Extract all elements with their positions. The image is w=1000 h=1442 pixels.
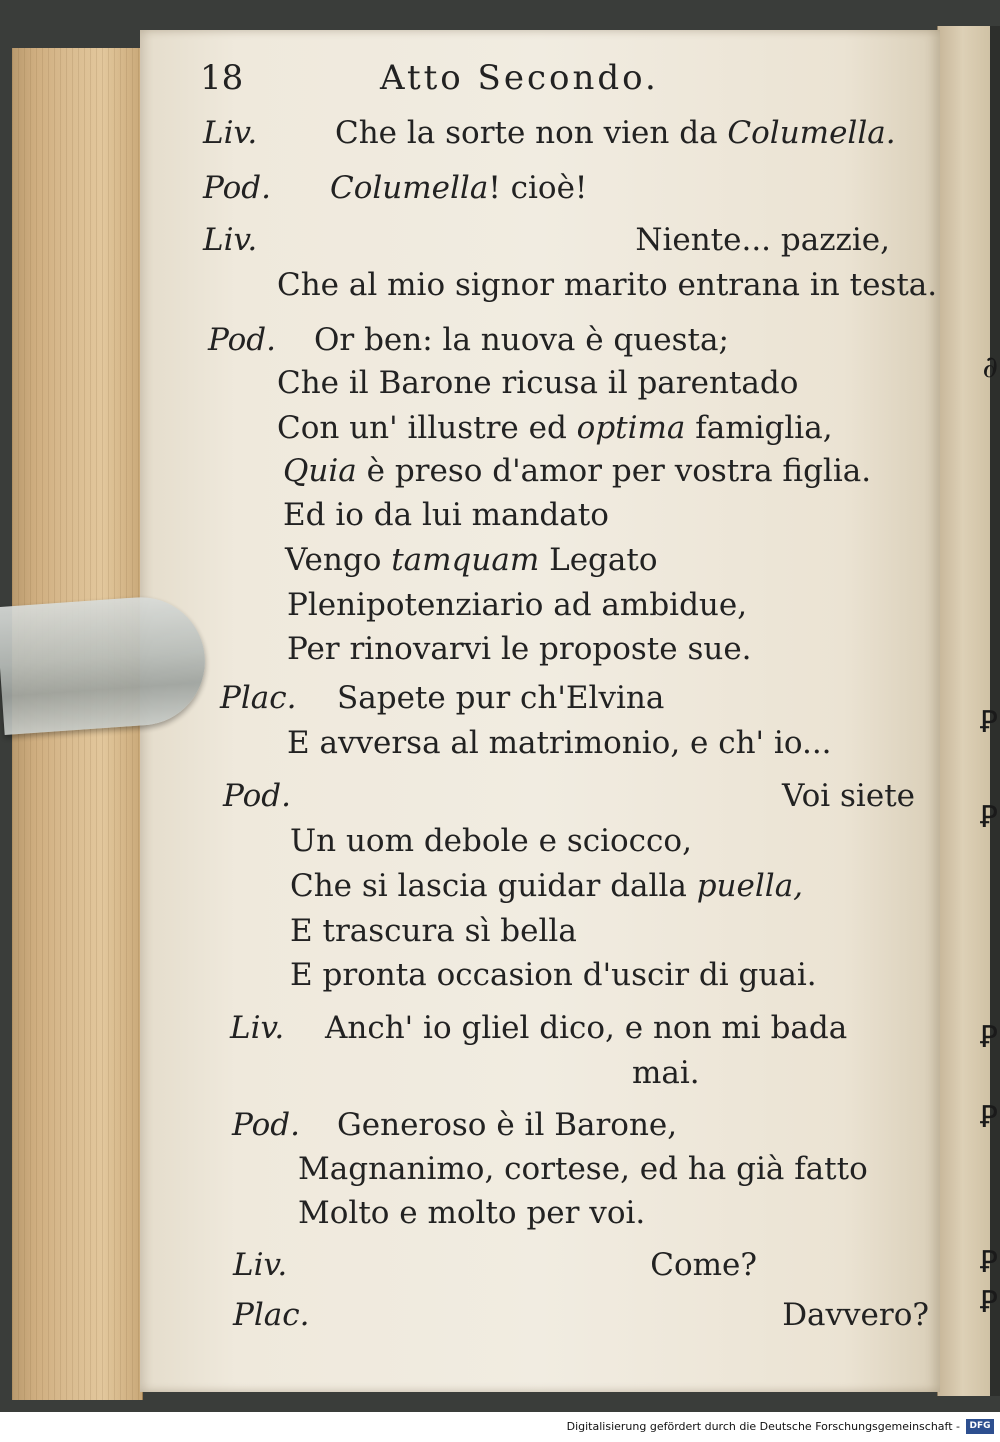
verse-segment: mai. bbox=[632, 1055, 700, 1091]
page-number: 18 bbox=[200, 58, 244, 98]
verse-segment: puella, bbox=[696, 868, 804, 904]
verse-segment: E trascura sì bella bbox=[290, 913, 577, 949]
next-page-glyph: Ꝑ bbox=[979, 1020, 998, 1055]
next-page-glyph: Ꝑ bbox=[979, 1245, 998, 1280]
next-page-glyph: Ꝑ bbox=[979, 705, 998, 740]
verse-segment: Legato bbox=[539, 542, 658, 578]
speaker-label: Pod. bbox=[203, 170, 271, 206]
verse-segment: Che si lascia guidar dalla bbox=[290, 868, 697, 904]
next-page-glyph: Ꝑ bbox=[979, 800, 998, 835]
verse-line bbox=[277, 365, 799, 401]
verse-segment: Niente... pazzie, bbox=[635, 222, 890, 258]
verse-segment: Generoso è il Barone, bbox=[337, 1107, 678, 1143]
verse-segment: ! cioè! bbox=[488, 170, 588, 206]
verse-line bbox=[285, 542, 658, 578]
speaker-label: Liv. bbox=[203, 222, 258, 258]
next-page-glyph: Ꝑ bbox=[979, 1100, 998, 1135]
verse-segment: Quia bbox=[283, 453, 357, 489]
verse-line bbox=[782, 778, 915, 814]
running-title: Atto Secondo. bbox=[380, 58, 659, 98]
verse-segment: optima bbox=[576, 410, 686, 446]
verse-segment: Sapete pur ch'Elvina bbox=[337, 680, 665, 716]
verse-line bbox=[290, 823, 692, 859]
next-page-glyph: Ꝑ bbox=[979, 1285, 998, 1320]
verse-line bbox=[632, 1055, 700, 1091]
next-page-glyph: ∂ bbox=[982, 350, 998, 385]
page-header bbox=[200, 58, 920, 98]
verse-segment: E pronta occasion d'uscir di guai. bbox=[290, 957, 817, 993]
speaker-label: Liv. bbox=[230, 1010, 285, 1046]
verse-segment: Vengo bbox=[285, 542, 392, 578]
verse-segment: Columella bbox=[330, 170, 489, 206]
speaker-label: Plac. bbox=[220, 680, 297, 716]
verse-segment: Plenipotenziario ad ambidue, bbox=[287, 587, 748, 623]
digitization-credit: Digitalisierung gefördert durch die Deutsche Forschungsgemeinschaft - bbox=[566, 1420, 960, 1433]
verse-segment: Un uom debole e sciocco, bbox=[290, 823, 692, 859]
verse-line bbox=[277, 267, 938, 303]
speaker-label: Liv. bbox=[233, 1247, 288, 1283]
speaker-label: Plac. bbox=[233, 1297, 310, 1333]
verse-line bbox=[330, 170, 588, 206]
verse-line bbox=[337, 1107, 678, 1143]
speaker-label: Pod. bbox=[223, 778, 291, 814]
verse-line bbox=[290, 957, 817, 993]
verse-segment: Columella. bbox=[727, 115, 896, 151]
verse-segment: Molto e molto per voi. bbox=[298, 1195, 646, 1231]
verse-line bbox=[335, 115, 896, 151]
verse-line bbox=[283, 453, 872, 489]
verse-line bbox=[283, 497, 609, 533]
verse-line bbox=[298, 1195, 646, 1231]
verse-segment: E avversa al matrimonio, e ch' io... bbox=[287, 725, 832, 761]
speaker-label: Pod. bbox=[208, 322, 276, 358]
verse-segment: Magnanimo, cortese, ed ha già fatto bbox=[298, 1151, 868, 1187]
verse-segment: Come? bbox=[650, 1247, 757, 1283]
verse-segment: Con un' illustre ed bbox=[277, 410, 577, 446]
verse-segment: Davvero? bbox=[782, 1297, 929, 1333]
verse-segment: Ed io da lui mandato bbox=[283, 497, 609, 533]
verse-line bbox=[287, 631, 752, 667]
verse-line bbox=[635, 222, 890, 258]
verse-line bbox=[782, 1297, 929, 1333]
verse-segment: tamquam bbox=[391, 542, 540, 578]
verse-line bbox=[298, 1151, 868, 1187]
verse-line bbox=[290, 868, 804, 904]
verse-line bbox=[277, 410, 833, 446]
verse-segment: Anch' io gliel dico, e non mi bada bbox=[325, 1010, 848, 1046]
verse-segment: è preso d'amor per vostra figlia. bbox=[356, 453, 872, 489]
verse-line bbox=[290, 913, 577, 949]
verse-line bbox=[287, 587, 748, 623]
dfg-logo-icon: DFG bbox=[966, 1419, 994, 1434]
verse-segment: Voi siete bbox=[782, 778, 915, 814]
verse-line bbox=[314, 322, 729, 358]
verse-segment: famiglia, bbox=[685, 410, 833, 446]
verse-segment: Or ben: la nuova è questa; bbox=[314, 322, 729, 358]
speaker-label: Pod. bbox=[232, 1107, 300, 1143]
verse-line bbox=[337, 680, 665, 716]
verse-segment: Che la sorte non vien da bbox=[335, 115, 728, 151]
verse-segment: Per rinovarvi le proposte sue. bbox=[287, 631, 752, 667]
verse-line bbox=[325, 1010, 848, 1046]
verse-line bbox=[650, 1247, 757, 1283]
verse-line bbox=[287, 725, 832, 761]
speaker-label: Liv. bbox=[203, 115, 258, 151]
verse-segment: Che al mio signor marito entrana in testa. bbox=[277, 267, 938, 303]
verse-segment: Che il Barone ricusa il parentado bbox=[277, 365, 799, 401]
footer-bar bbox=[0, 1412, 1000, 1442]
